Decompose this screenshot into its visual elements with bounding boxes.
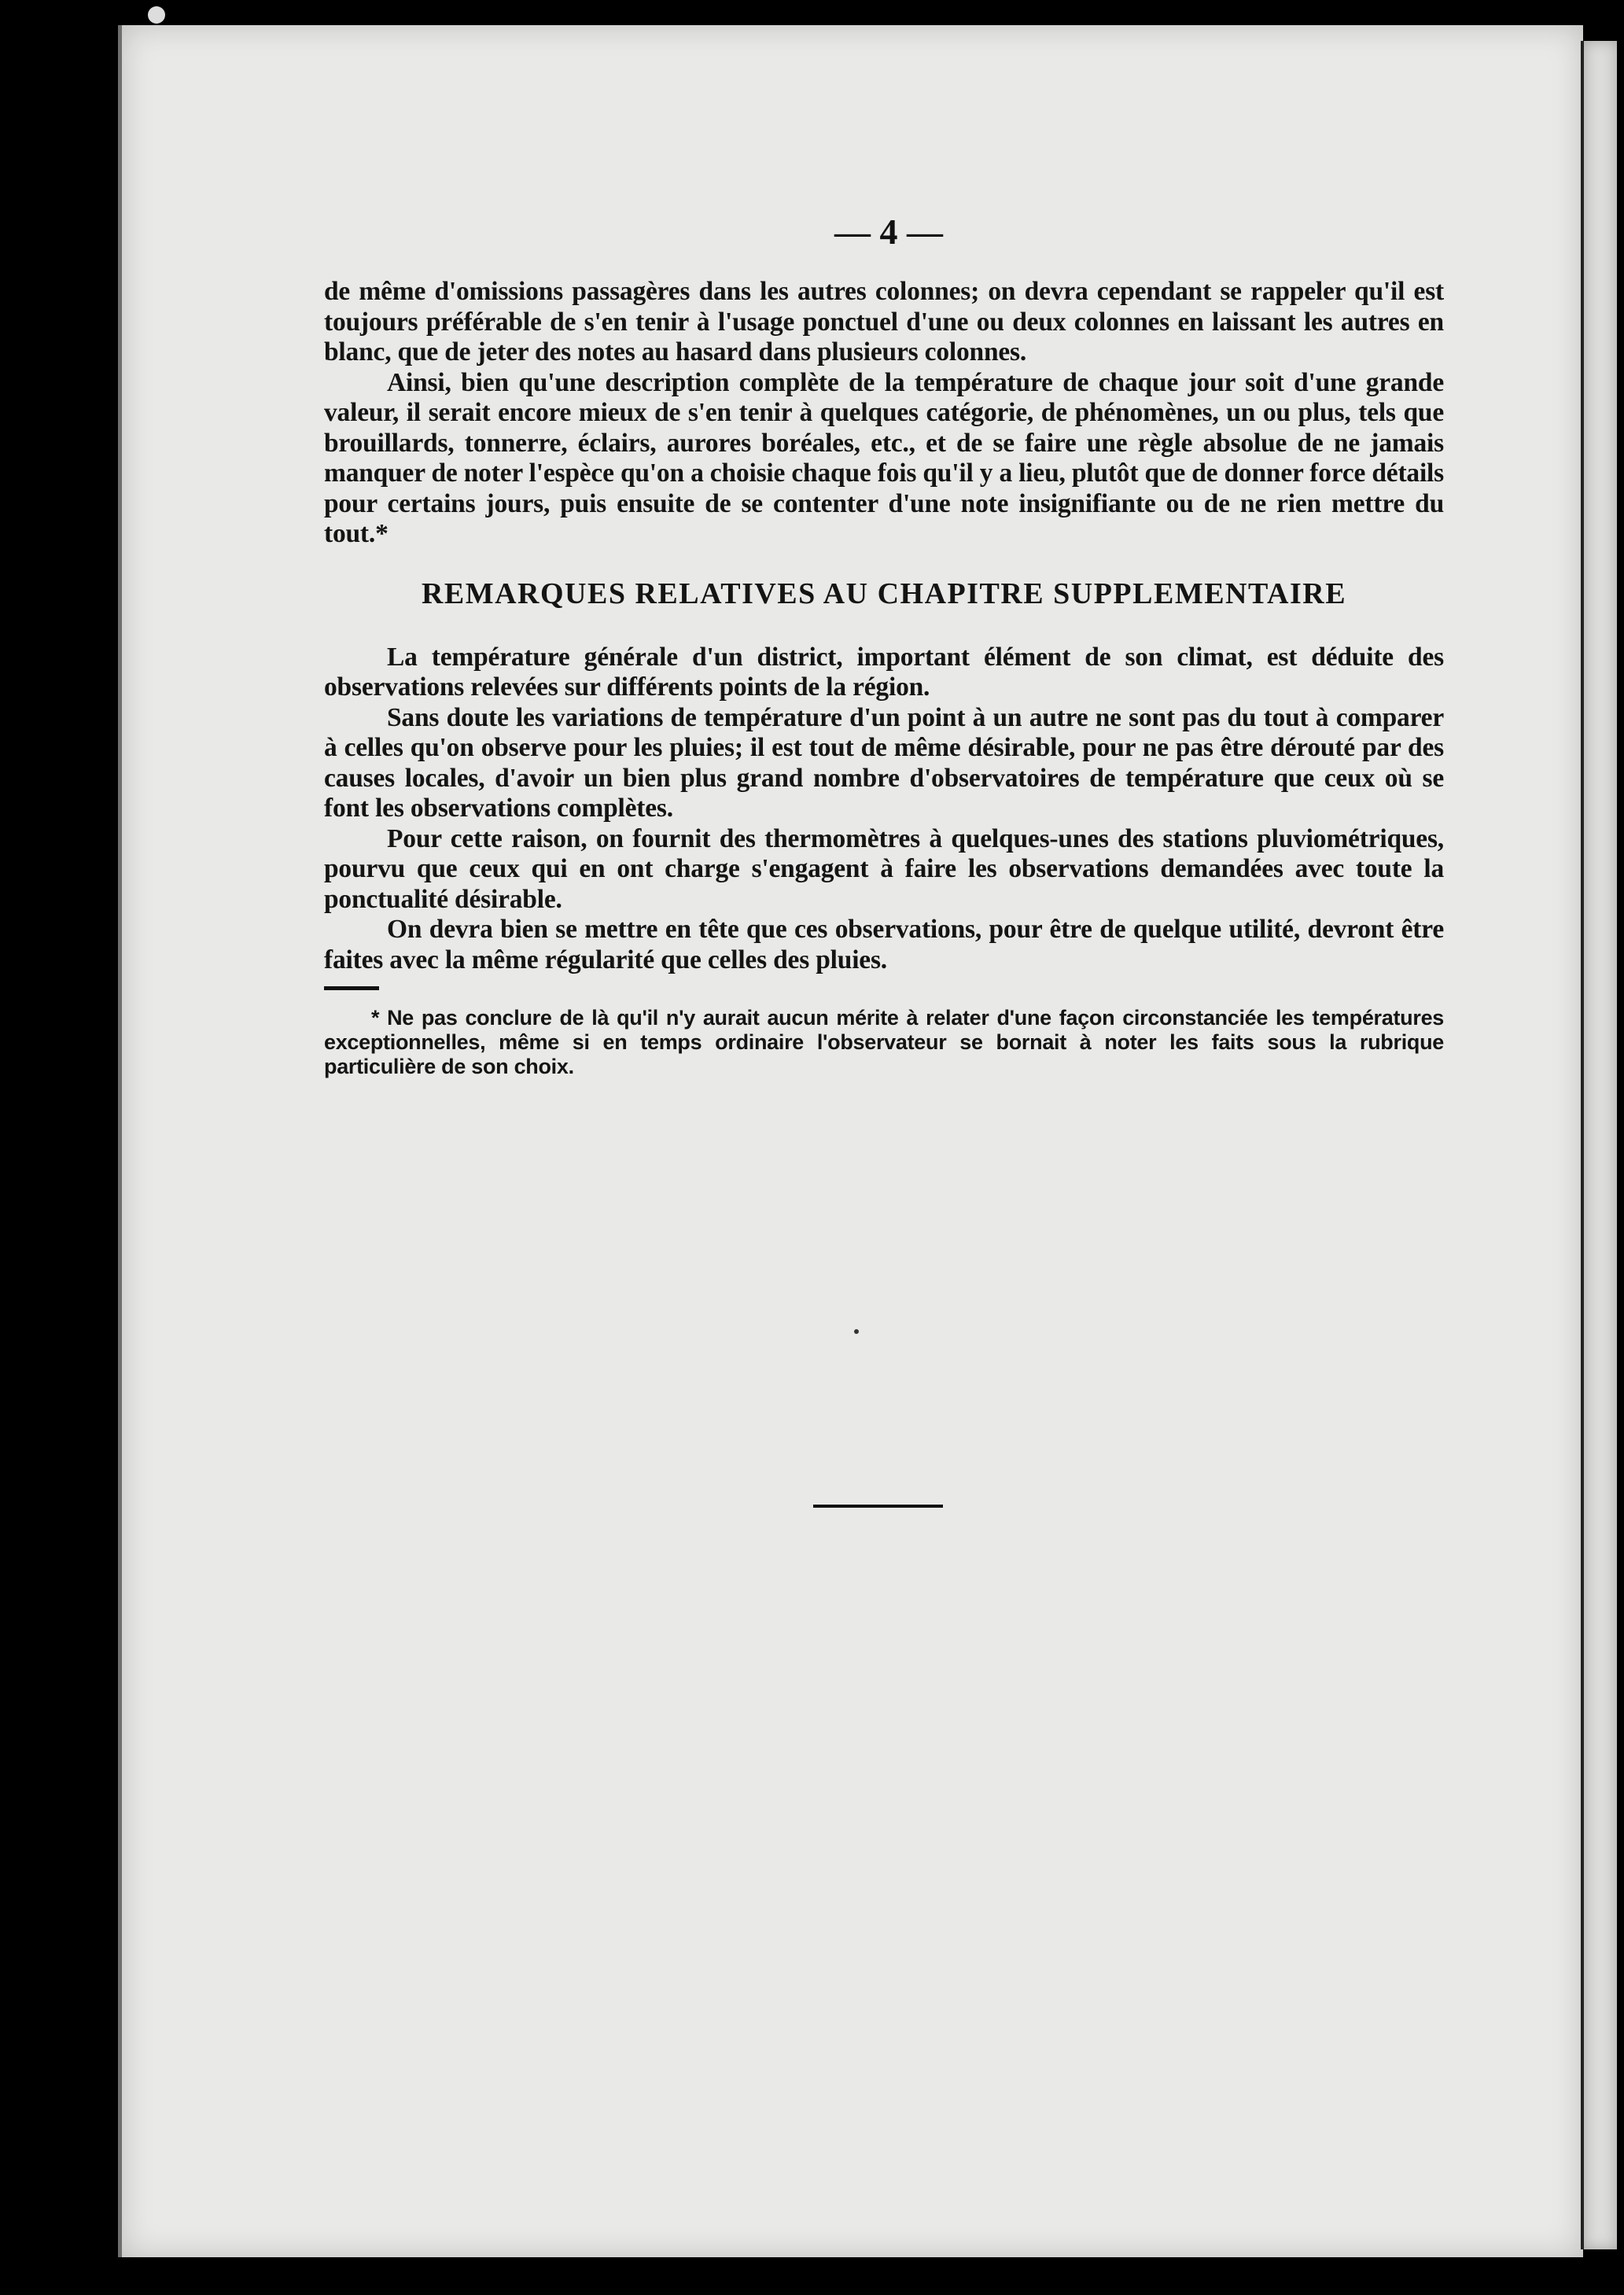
paragraph: Pour cette raison, on fournit des thermomètres à quelques-unes des stations pluviométriques, pourvu que ceux qui en ont charge s'engagent à faire les observations demandées avec toute la ponctualité désirable.: [324, 823, 1444, 914]
footnote: * Ne pas conclure de là qu'il n'y aurait aucun mérite à relater d'une façon circonstanciée les températures exceptionnelles, même si en temps ordinaire l'observateur se bornait à noter les faits sous la rubrique particulière de son choix.: [324, 1006, 1444, 1078]
paragraph: On devra bien se mettre en tête que ces observations, pour être de quelque utilité, devront être faites avec la même régularité que celles des pluies.: [324, 915, 1444, 974]
footnote-rule: [324, 986, 379, 990]
page-number: — 4 —: [834, 212, 943, 252]
end-rule: [813, 1505, 943, 1508]
stray-mark: [854, 1329, 859, 1334]
paragraph: Sans doute les variations de température d'un point à un autre ne sont pas du tout à comparer à celles qu'on observe pour les pluies; il est tout de même désirable, pour ne pas être dérouté par des causes locales, d'avoir un bien plus grand nombre d'observatoires de température que ceux où se font les observations complètes.: [324, 702, 1444, 823]
adjacent-page-edge: [1581, 41, 1617, 2249]
paragraph: La température générale d'un district, important élément de son climat, est déduite des observations relevées sur différents points de la région.: [324, 642, 1444, 702]
section-heading: REMARQUES RELATIVES AU CHAPITRE SUPPLEMENTAIRE: [421, 577, 1347, 610]
scan-speck: [148, 6, 165, 24]
paragraph: de même d'omissions passagères dans les autres colonnes; on devra cependant se rappeler qu'il est toujours préférable de s'en tenir à l'usage ponctuel d'une ou deux colonnes en laissant les autres en blanc, que de jeter des notes au hasard dans plusieurs colonnes.: [324, 277, 1444, 367]
paragraph: Ainsi, bien qu'une description complète de la température de chaque jour soit d'une grande valeur, il serait encore mieux de s'en tenir à quelques catégorie, de phénomènes, un ou plus, tels que brouillards, tonnerre, éclairs, aurores boréales, etc., et de se faire une règle absolue de ne jamais manquer de noter l'espèce qu'on a choisie chaque fois qu'il y a lieu, plutôt que de donner force détails pour certains jours, puis ensuite de se contenter d'une note insignifiante ou de ne rien mettre du tout.*: [324, 367, 1444, 548]
body-text: [324, 277, 1444, 1079]
